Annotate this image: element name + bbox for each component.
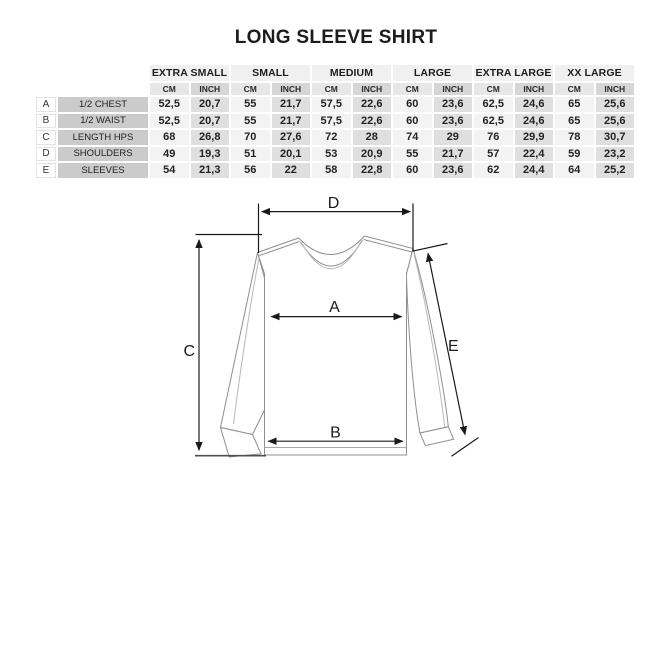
value-cm-B-large: 60	[393, 114, 432, 129]
row-key-B: B	[36, 114, 56, 129]
value-inch-A-small: 21,7	[272, 97, 311, 112]
value-inch-A-extra-large: 24,6	[515, 97, 554, 112]
corner-blank	[36, 65, 56, 81]
value-cm-C-extra-small: 68	[150, 130, 189, 145]
value-inch-E-small: 22	[272, 163, 311, 178]
value-cm-D-xx-large: 59	[555, 147, 594, 162]
dim-label-d: D	[327, 195, 340, 212]
value-cm-C-large: 74	[393, 130, 432, 145]
value-cm-E-xx-large: 64	[555, 163, 594, 178]
value-inch-A-medium: 22,6	[353, 97, 392, 112]
corner-blank	[58, 83, 148, 95]
size-table	[34, 63, 636, 180]
value-cm-B-small: 55	[231, 114, 270, 129]
value-cm-B-medium: 57,5	[312, 114, 351, 129]
unit-header-inch-extra-small: INCH	[191, 83, 230, 95]
row-key-C: C	[36, 130, 56, 145]
value-cm-D-small: 51	[231, 147, 270, 162]
value-inch-D-large: 21,7	[434, 147, 473, 162]
size-header-row	[36, 65, 634, 81]
value-cm-E-extra-large: 62	[474, 163, 513, 178]
value-cm-E-large: 60	[393, 163, 432, 178]
value-cm-E-extra-small: 54	[150, 163, 189, 178]
unit-header-inch-large: INCH	[434, 83, 473, 95]
value-inch-B-medium: 22,6	[353, 114, 392, 129]
value-inch-C-medium: 28	[353, 130, 392, 145]
value-cm-A-large: 60	[393, 97, 432, 112]
unit-header-inch-medium: INCH	[353, 83, 392, 95]
value-inch-A-extra-small: 20,7	[191, 97, 230, 112]
value-inch-C-extra-large: 29,9	[515, 130, 554, 145]
value-inch-B-xx-large: 25,6	[596, 114, 635, 129]
value-cm-D-medium: 53	[312, 147, 351, 162]
value-inch-E-medium: 22,8	[353, 163, 392, 178]
corner-blank	[36, 83, 56, 95]
value-cm-A-xx-large: 65	[555, 97, 594, 112]
shirt-measurement-diagram	[0, 190, 672, 480]
value-cm-B-extra-large: 62,5	[474, 114, 513, 129]
value-inch-A-xx-large: 25,6	[596, 97, 635, 112]
value-inch-D-small: 20,1	[272, 147, 311, 162]
unit-header-cm-extra-small: CM	[150, 83, 189, 95]
size-header-extra-large: EXTRA LARGE	[475, 67, 552, 79]
shirt-body	[258, 236, 414, 455]
shirt-left-sleeve	[221, 253, 265, 435]
value-inch-D-extra-large: 22,4	[515, 147, 554, 162]
size-chart-table	[34, 63, 636, 180]
unit-header-inch-xx-large: INCH	[596, 83, 635, 95]
size-header-large: LARGE	[393, 65, 472, 81]
value-inch-B-extra-small: 20,7	[191, 114, 230, 129]
value-cm-D-large: 55	[393, 147, 432, 162]
value-inch-C-extra-small: 26,8	[191, 130, 230, 145]
value-cm-D-extra-small: 49	[150, 147, 189, 162]
unit-header-row	[36, 83, 634, 95]
corner-blank	[58, 65, 148, 81]
value-inch-B-large: 23,6	[434, 114, 473, 129]
value-inch-D-xx-large: 23,2	[596, 147, 635, 162]
unit-header-inch-small: INCH	[272, 83, 311, 95]
value-inch-B-extra-large: 24,6	[515, 114, 554, 129]
value-inch-B-small: 21,7	[272, 114, 311, 129]
dim-label-b: B	[330, 424, 341, 442]
value-cm-E-small: 56	[231, 163, 270, 178]
unit-header-cm-medium: CM	[312, 83, 351, 95]
dim-label-a: A	[329, 299, 340, 316]
page-title: LONG SLEEVE SHIRT	[234, 27, 438, 48]
value-cm-A-small: 55	[231, 97, 270, 112]
value-cm-C-medium: 72	[312, 130, 351, 145]
value-inch-E-extra-large: 24,4	[515, 163, 554, 178]
measure-row-B	[36, 114, 634, 129]
value-inch-C-xx-large: 30,7	[596, 130, 635, 145]
unit-header-cm-xx-large: CM	[555, 83, 594, 95]
size-header-extra-small: EXTRA SMALL	[151, 67, 228, 79]
row-label-E: SLEEVES	[58, 163, 148, 178]
dim-e-top-tick	[413, 244, 448, 252]
value-inch-E-xx-large: 25,2	[596, 163, 635, 178]
row-label-D: SHOULDERS	[58, 147, 148, 162]
size-header-xx-large: XX LARGE	[555, 65, 634, 81]
shirt-left-cuff	[221, 428, 262, 458]
value-inch-D-extra-small: 19,3	[191, 147, 230, 162]
value-cm-C-xx-large: 78	[555, 130, 594, 145]
value-cm-C-extra-large: 76	[474, 130, 513, 145]
row-label-A: 1/2 CHEST	[58, 97, 148, 112]
value-inch-A-large: 23,6	[434, 97, 473, 112]
value-cm-A-extra-small: 52,5	[150, 97, 189, 112]
dim-label-c: C	[183, 343, 195, 360]
value-inch-D-medium: 20,9	[353, 147, 392, 162]
value-inch-E-large: 23,6	[434, 163, 473, 178]
size-header-small: SMALL	[231, 65, 310, 81]
dim-e-bottom-tick	[452, 438, 479, 457]
row-key-A: A	[36, 97, 56, 112]
value-cm-D-extra-large: 57	[474, 147, 513, 162]
row-key-E: E	[36, 163, 56, 178]
measure-row-E	[36, 163, 634, 178]
measure-row-D	[36, 147, 634, 162]
size-header-medium: MEDIUM	[312, 65, 391, 81]
value-cm-B-extra-small: 52,5	[150, 114, 189, 129]
unit-header-inch-extra-large: INCH	[515, 83, 554, 95]
value-cm-A-extra-large: 62,5	[474, 97, 513, 112]
unit-header-cm-large: CM	[393, 83, 432, 95]
value-inch-E-extra-small: 21,3	[191, 163, 230, 178]
value-cm-E-medium: 58	[312, 163, 351, 178]
measure-row-A	[36, 97, 634, 112]
row-key-D: D	[36, 147, 56, 162]
measure-row-C	[36, 130, 634, 145]
value-cm-C-small: 70	[231, 130, 270, 145]
value-cm-B-xx-large: 65	[555, 114, 594, 129]
unit-header-cm-small: CM	[231, 83, 270, 95]
dim-label-e: E	[448, 338, 459, 355]
value-cm-A-medium: 57,5	[312, 97, 351, 112]
row-label-B: 1/2 WAIST	[58, 114, 148, 129]
value-inch-C-small: 27,6	[272, 130, 311, 145]
value-inch-C-large: 29	[434, 130, 473, 145]
row-label-C: LENGTH HPS	[58, 130, 148, 145]
unit-header-cm-extra-large: CM	[474, 83, 513, 95]
